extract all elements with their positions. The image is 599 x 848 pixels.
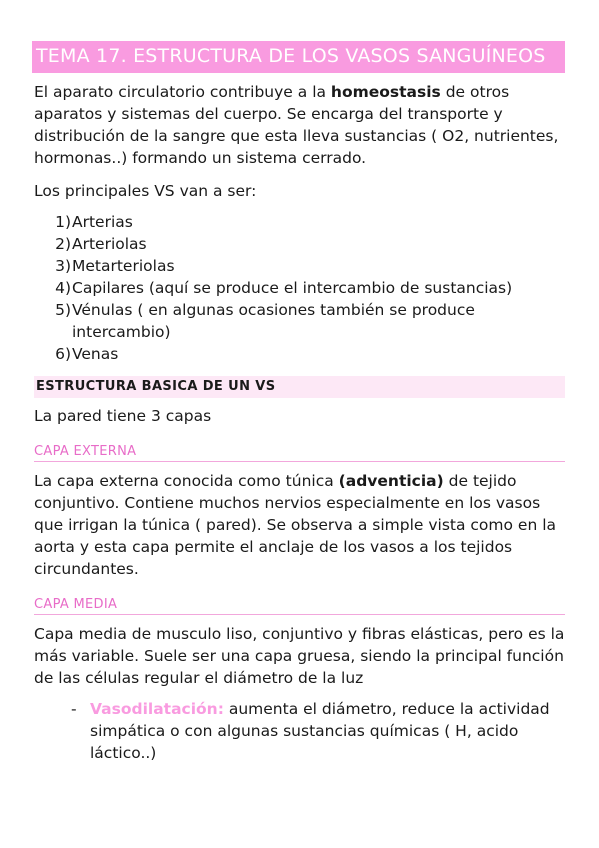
- list-item-text: Vénulas ( en algunas ocasiones también se produce intercambio): [72, 301, 475, 341]
- bullet-dash: -: [71, 700, 77, 718]
- intro-text-end: de otros aparatos y sistemas del cuerpo. Se encarga del transporte y distribución de la sangre que esta lleva sustancias ( O2, nutrientes, hormonas..) formando un sistema cerrado.: [34, 83, 559, 167]
- intro-paragraph: [34, 81, 565, 169]
- capa-media-heading: CAPA MEDIA: [34, 596, 565, 615]
- capa-media-bullets: [34, 698, 565, 764]
- document-page: [34, 41, 565, 764]
- page-title: TEMA 17. ESTRUCTURA DE LOS VASOS SANGUÍNEOS: [32, 41, 565, 73]
- list-item: [34, 277, 565, 299]
- section-text: La pared tiene 3 capas: [34, 407, 212, 425]
- intro-text-start: El aparato circulatorio contribuye a la: [34, 83, 331, 101]
- section-heading: ESTRUCTURA BASICA DE UN VS: [34, 376, 565, 398]
- list-item-text: Arterias: [72, 213, 133, 231]
- list-item-number: 6): [55, 345, 71, 363]
- capa-media-paragraph: Capa media de musculo liso, conjuntivo y fibras elásticas, pero es la más variable. Suele ser una capa gruesa, siendo la principal función de las células regular el diámetro de la luz: [34, 625, 565, 687]
- list-item-number: 5): [55, 301, 71, 319]
- capa-externa-text-end: de tejido conjuntivo. Contiene muchos nervios especialmente en los vasos que irrigan la túnica ( pared). Se observa a simple vista como en la aorta y esta capa permite el anclaje de los vasos a los tejidos circundantes.: [34, 472, 557, 578]
- bullet-text: [90, 698, 565, 764]
- bullet-item: [34, 698, 565, 764]
- list-item-number: 1): [55, 213, 71, 231]
- vs-list: [34, 211, 565, 365]
- list-item-number: 2): [55, 235, 71, 253]
- list-item-text: Metarteriolas: [72, 257, 175, 275]
- list-item-text: Capilares (aquí se produce el intercambio de sustancias): [72, 279, 513, 297]
- list-item: [34, 299, 565, 343]
- list-item-number: 3): [55, 257, 71, 275]
- list-item: [34, 255, 565, 277]
- capa-externa-text-start: La capa externa conocida como túnica: [34, 472, 339, 490]
- list-item: [34, 343, 565, 365]
- list-item: [34, 233, 565, 255]
- intro-bold-term: homeostasis: [330, 83, 441, 101]
- bullet-description: aumenta el diámetro, reduce la actividad simpática o con algunas sustancias químicas ( H, acido láctico..): [90, 700, 550, 762]
- capa-externa-bold-term: (adventicia): [338, 472, 444, 490]
- vs-list-lead: Los principales VS van a ser:: [34, 182, 257, 200]
- list-item-number: 4): [55, 279, 71, 297]
- list-item-text: Venas: [72, 345, 119, 363]
- list-item-text: Arteriolas: [72, 235, 147, 253]
- capa-externa-heading: CAPA EXTERNA: [34, 443, 565, 462]
- bullet-term: Vasodilatación:: [90, 700, 224, 718]
- capa-externa-paragraph: [34, 470, 565, 580]
- list-item: [34, 211, 565, 233]
